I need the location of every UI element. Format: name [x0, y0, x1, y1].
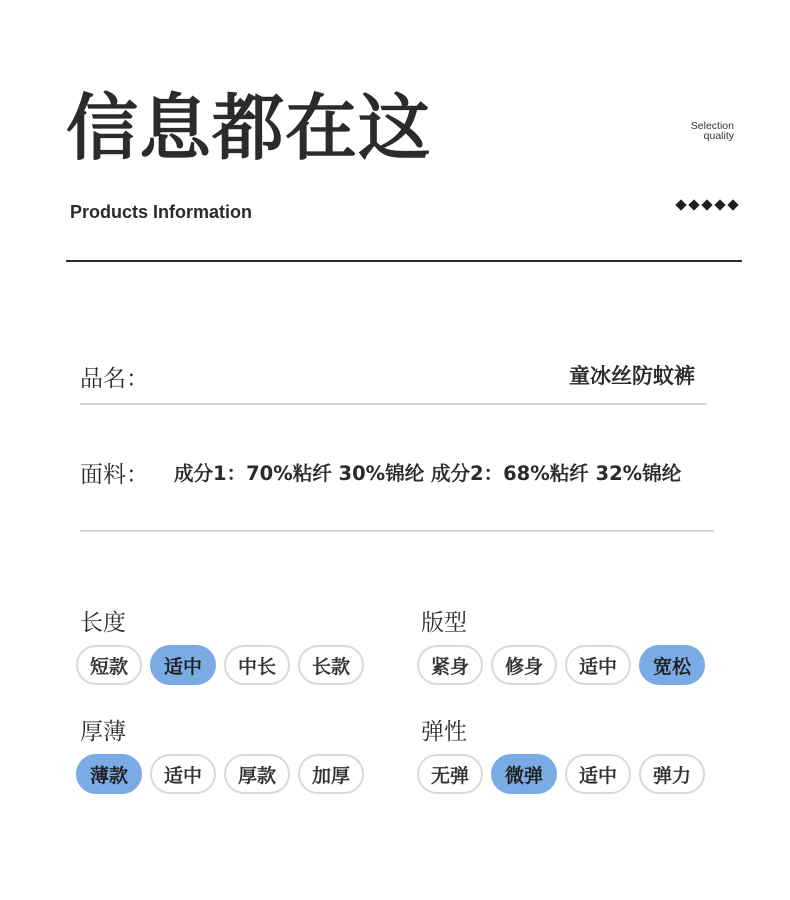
diamond-icon	[675, 199, 686, 210]
product-name-label: 品名：	[80, 366, 149, 392]
attribute-title: 版型	[421, 610, 467, 636]
selection-quality-tag	[691, 121, 734, 141]
attribute-title: 厚薄	[80, 719, 126, 745]
attribute-title: 长度	[80, 610, 126, 636]
option-pill: 适中	[150, 754, 216, 794]
page-subtitle: Products Information	[70, 202, 253, 222]
diamond-icon	[701, 199, 712, 210]
option-pill: 适中	[565, 754, 631, 794]
product-name-value: 童冰丝防蚊裤	[569, 364, 695, 388]
option-pill: 加厚	[298, 754, 364, 794]
diamond-icon	[727, 199, 738, 210]
option-pill-selected: 宽松	[639, 645, 705, 685]
option-pill: 长款	[298, 645, 364, 685]
option-pill-selected: 适中	[150, 645, 216, 685]
attribute-options	[417, 754, 705, 794]
attribute-options	[76, 645, 364, 685]
tag-line-1: Selection	[690, 120, 734, 132]
option-pill: 紧身	[417, 645, 483, 685]
option-pill-selected: 薄款	[76, 754, 142, 794]
diamond-icon	[714, 199, 725, 210]
attribute-title: 弹性	[421, 719, 467, 745]
option-pill: 无弹	[417, 754, 483, 794]
option-pill: 修身	[491, 645, 557, 685]
tag-line-2: quality	[703, 130, 734, 142]
diamond-icon	[688, 199, 699, 210]
fabric-value: 成分1：70%粘纤 30%锦纶 成分2：68%粘纤 32%锦纶	[174, 462, 682, 485]
option-pill-selected: 微弹	[491, 754, 557, 794]
option-pill: 短款	[76, 645, 142, 685]
option-pill: 弹力	[639, 754, 705, 794]
name-divider	[80, 403, 707, 405]
option-pill: 中长	[224, 645, 290, 685]
header-divider	[66, 260, 742, 262]
attribute-options	[76, 754, 364, 794]
fabric-divider	[80, 530, 714, 532]
diamond-decoration	[676, 201, 738, 209]
option-pill: 厚款	[224, 754, 290, 794]
page-title: 信息都在这	[66, 86, 432, 170]
option-pill: 适中	[565, 645, 631, 685]
fabric-label: 面料：	[80, 462, 149, 488]
attribute-options	[417, 645, 705, 685]
